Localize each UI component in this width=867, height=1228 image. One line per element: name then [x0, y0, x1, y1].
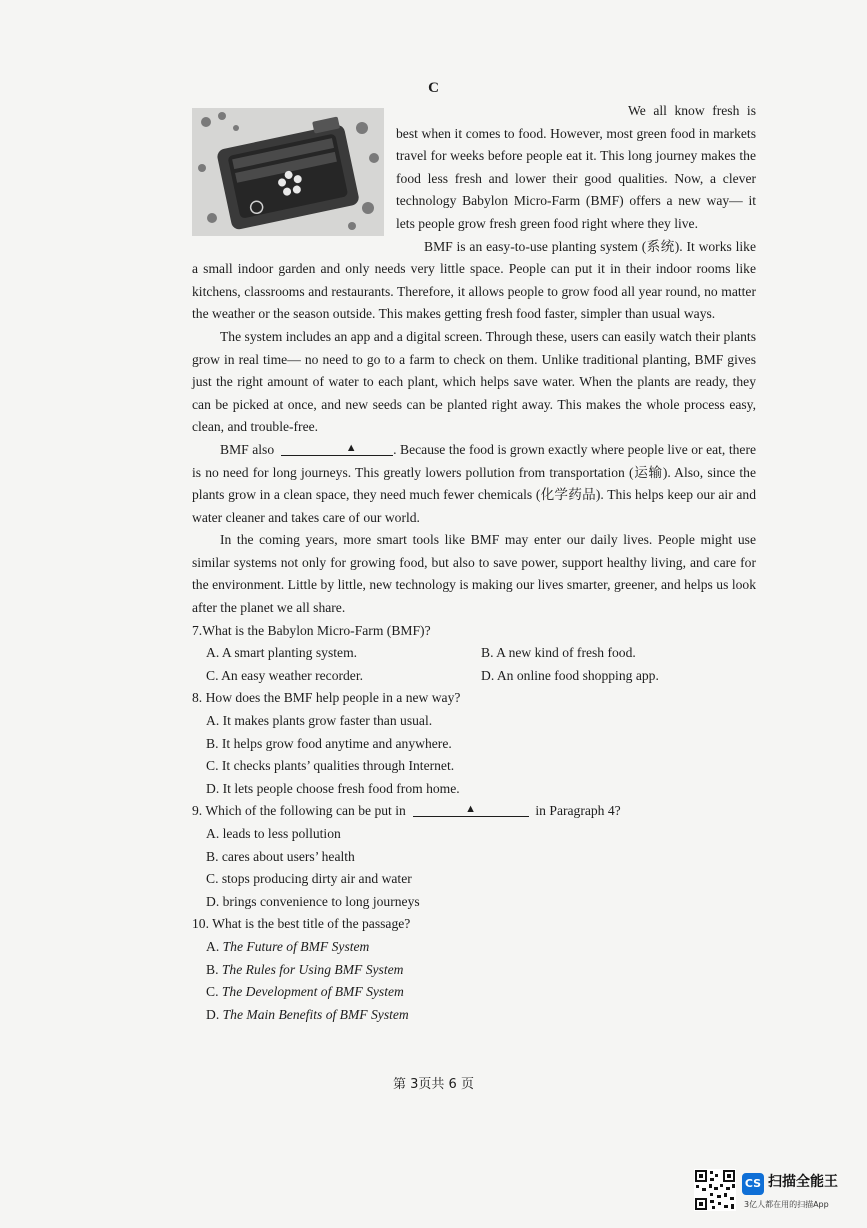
question-7-option-c: C. An easy weather recorder. [206, 667, 364, 683]
question-10-option-b-text: The Rules for Using BMF System [221, 961, 404, 977]
question-9-blank: ▲ [413, 802, 529, 817]
question-8-option-d: D. It lets people choose fresh food from home. [206, 780, 460, 796]
question-10-option-a-letter: A. [206, 938, 220, 954]
bmf-device-photo [192, 108, 384, 236]
qr-code-icon [694, 1169, 736, 1211]
paragraph-4 [192, 439, 756, 529]
passage-content [192, 100, 756, 1026]
paragraph-2: BMF is an easy-to-use planting system (系统). It works like a small indoor garden and only needs very little space. People can put it in their indoor rooms like kitchens, classrooms and restaurants. Therefore, it allows people to grow food all year round, no matter the weather or the season outside. This makes getting fresh food faster, simpler than usual ways. [192, 238, 756, 322]
paragraph-3: The system includes an app and a digital screen. Through these, users can easily watch their plants grow in real time— no need to go to a farm to check on them. Unlike traditional planting, BMF gives just the right amount of water to each plant, which helps save water. When the plants are ready, they can be picked at once, and new seeds can be planted right away. This makes the whole process easy, clean, and trouble-free. [192, 328, 756, 435]
question-9-stem-before: 9. Which of the following can be put in [192, 803, 406, 819]
question-10-option-b-letter: B. [206, 961, 219, 977]
question-7-stem: 7.What is the Babylon Micro-Farm (BMF)? [192, 622, 431, 638]
question-8-option-a: A. It makes plants grow faster than usual. [206, 713, 433, 729]
section-letter: C [428, 80, 439, 96]
question-10-option-c-letter: C. [206, 984, 219, 1000]
scanner-app-subtitle: 3亿人都在用的扫描App [744, 1200, 829, 1209]
question-7-option-b: B. A new kind of fresh food. [481, 645, 636, 661]
question-10-option-d-letter: D. [206, 1006, 220, 1022]
question-7-option-a: A. A smart planting system. [206, 645, 358, 661]
question-8-stem: 8. How does the BMF help people in a new way? [192, 690, 461, 706]
question-10-option-a [206, 936, 756, 959]
question-7-option-d: D. An online food shopping app. [481, 667, 659, 683]
page-number-footer: 第 3页共 6 页 [393, 1077, 474, 1092]
answer-blank: ▲ [281, 441, 393, 456]
questions [192, 620, 756, 1027]
question-8-option-b: B. It helps grow food anytime and anywhere. [206, 735, 452, 751]
paragraph-5: In the coming years, more smart tools like BMF may enter our daily lives. People might use similar systems not only for growing food, but also to save power, support healthy living, and care for the environment. Little by little, new technology is making our lives smarter, greener, and helps us look after the planet we all share. [192, 532, 756, 616]
camscanner-logo-icon: CS [742, 1173, 764, 1195]
question-9-option-d: D. brings convenience to long journeys [206, 893, 420, 909]
question-10-option-c-text: The Development of BMF System [221, 984, 404, 1000]
question-10-stem: 10. What is the best title of the passage? [192, 916, 411, 932]
question-10-option-b [206, 959, 756, 982]
question-7-options-row-2 [206, 665, 756, 688]
question-9-stem-after: in Paragraph 4? [535, 803, 621, 819]
question-10-option-d-text: The Main Benefits of BMF System [222, 1006, 409, 1022]
paragraph-1-rest: However, most green food in markets travel for weeks before people eat it. This long journey makes the food less fresh and lower their good qualities. Now, a clever technology Babylon Micro-Farm (BMF) offers a new way— it lets people grow fresh green food right where they live. [396, 125, 756, 231]
scanner-watermark [694, 1169, 866, 1219]
question-8-option-c: C. It checks plants’ qualities through Internet. [206, 758, 455, 774]
question-9-option-a: A. leads to less pollution [206, 826, 341, 841]
question-7-options-row-1 [206, 642, 756, 665]
scanner-app-title: 扫描全能王 [768, 1174, 838, 1190]
paragraph-1-lead: We all know fresh is best when it comes to food. [396, 103, 756, 141]
question-10-option-d [206, 1004, 756, 1027]
question-9-option-c: C. stops producing dirty air and water [206, 871, 412, 887]
question-10-option-c [206, 981, 756, 1004]
paragraph-4-before: BMF also [220, 441, 275, 457]
question-10-option-a-text: The Future of BMF System [222, 938, 370, 954]
question-9-stem [192, 800, 756, 823]
paragraph-4-after: . Because the food is grown exactly where people live or eat, there is no need for long journeys. This greatly lowers pollution from transportation (运输). Also, since the plants grow in a clean space, they need much fewer chemicals (化学药品). This helps keep our air and water cleaner and takes care of our world. [192, 441, 757, 525]
question-9-option-b: B. cares about users’ health [206, 848, 355, 864]
bmf-device-image [192, 108, 384, 236]
